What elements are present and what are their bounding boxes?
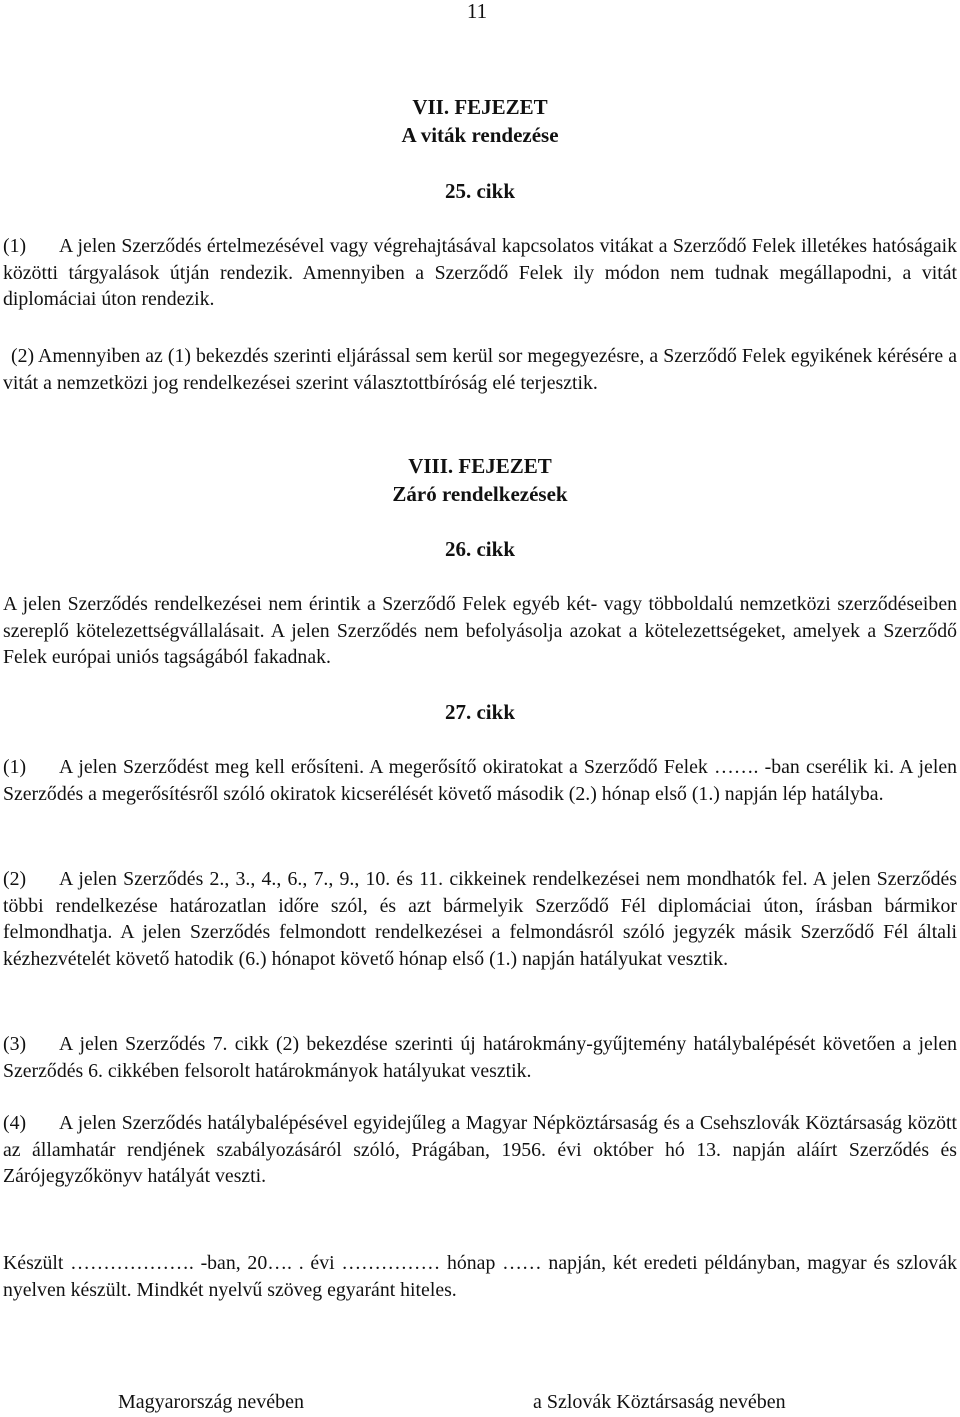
article-27-paragraph-2-text: A jelen Szerződés 2., 3., 4., 6., 7., 9., 10. és 11. cikkeinek rendelkezései nem mondhatók fel. A jelen Szerződés többi rendelkezése határozatlan időre szól, és azt bármelyik Szerződő Fél diplomáciai úton, írásban bármikor felmondhatja. A jelen Szerződés felmondott rendelkezései a felmondásról szóló jegyzék másik Szerződő Fél általi kézhezvételét követő hatodik (6.) hónapot követő hónap első (1.) napján hatályukat vesztik. <box>3 868 957 970</box>
article-26-title: 26. cikk <box>444 537 515 561</box>
page-number: 11 <box>466 0 488 23</box>
chapter-8-title: VIII. FEJEZET <box>408 454 552 478</box>
signature-hungary: Magyarország nevében <box>118 1391 305 1413</box>
article-27-paragraph-4 <box>3 1110 957 1190</box>
article-27-paragraph-4-number: (4) <box>3 1112 27 1134</box>
chapter-7-title: VII. FEJEZET <box>412 95 548 119</box>
article-25-paragraph-1-text: A jelen Szerződés értelmezésével vagy végrehajtásával kapcsolatos vitákat a Szerződő Felek illetékes hatóságaik közötti tárgyalások útján rendezik. Amennyiben a Szerződő Felek ily módon nem tudnak megállapodni, a vitát diplomáciai úton rendezik. <box>3 235 957 310</box>
article-27-paragraph-1-number: (1) <box>3 756 27 778</box>
article-27-paragraph-2 <box>3 866 957 972</box>
article-27-paragraph-3 <box>3 1031 957 1084</box>
article-27-paragraph-1 <box>3 754 957 807</box>
article-25-title: 25. cikk <box>444 179 515 203</box>
article-25-paragraph-2: (2) Amennyiben az (1) bekezdés szerinti eljárással sem kerül sor megegyezésre, a Szerződő Felek egyikének kérésére a vitát a nemzetközi jog rendelkezései szerint választottbíróság elé terjesztik. <box>3 345 957 394</box>
article-25-paragraph-1 <box>3 233 957 313</box>
signature-slovakia: a Szlovák Köztársaság nevében <box>533 1391 786 1413</box>
article-26-paragraph-1: A jelen Szerződés rendelkezései nem érintik a Szerződő Felek egyéb két- vagy többoldalú nemzetközi szerződéseiben szereplő kötelezettségvállalásait. A jelen Szerződés nem befolyásolja azokat a kötelezettségeket, amelyek a Szerződő Felek európai uniós tagságából fakadnak. <box>3 593 957 668</box>
article-27-title: 27. cikk <box>444 700 515 724</box>
chapter-7-subtitle: A viták rendezése <box>401 123 559 147</box>
article-27-paragraph-3-text: A jelen Szerződés 7. cikk (2) bekezdése szerinti új határokmány-gyűjtemény hatálybalépését követően a jelen Szerződés 6. cikkében felsorolt határokmányok hatályukat vesztik. <box>3 1033 957 1082</box>
article-27-paragraph-4-text: A jelen Szerződés hatálybalépésével egyidejűleg a Magyar Népköztársaság és a Csehszlovák Köztársaság között az államhatár rendjének szabályozásáról szóló, Prágában, 1956. évi október hó 13. napján aláírt Szerződés és Zárójegyzőkönyv hatályát veszti. <box>3 1112 957 1187</box>
article-25-paragraph-1-number: (1) <box>3 235 27 257</box>
chapter-8-subtitle: Záró rendelkezések <box>392 482 568 506</box>
article-27-paragraph-2-number: (2) <box>3 868 27 890</box>
article-27-paragraph-3-number: (3) <box>3 1033 27 1055</box>
article-27-paragraph-1-text: A jelen Szerződést meg kell erősíteni. A megerősítő okiratokat a Szerződő Felek ……. -ban cserélik ki. A jelen Szerződés a megerősítésről szóló okiratok kicserélését követő második (2.) hónap első (1.) napján lép hatályba. <box>3 756 957 805</box>
closing-paragraph: Készült ………………. -ban, 20…. . évi …………… hónap …… napján, két eredeti példányban, magyar és szlovák nyelven készült. Mindkét nyelvű szöveg egyaránt hiteles. <box>3 1252 957 1301</box>
